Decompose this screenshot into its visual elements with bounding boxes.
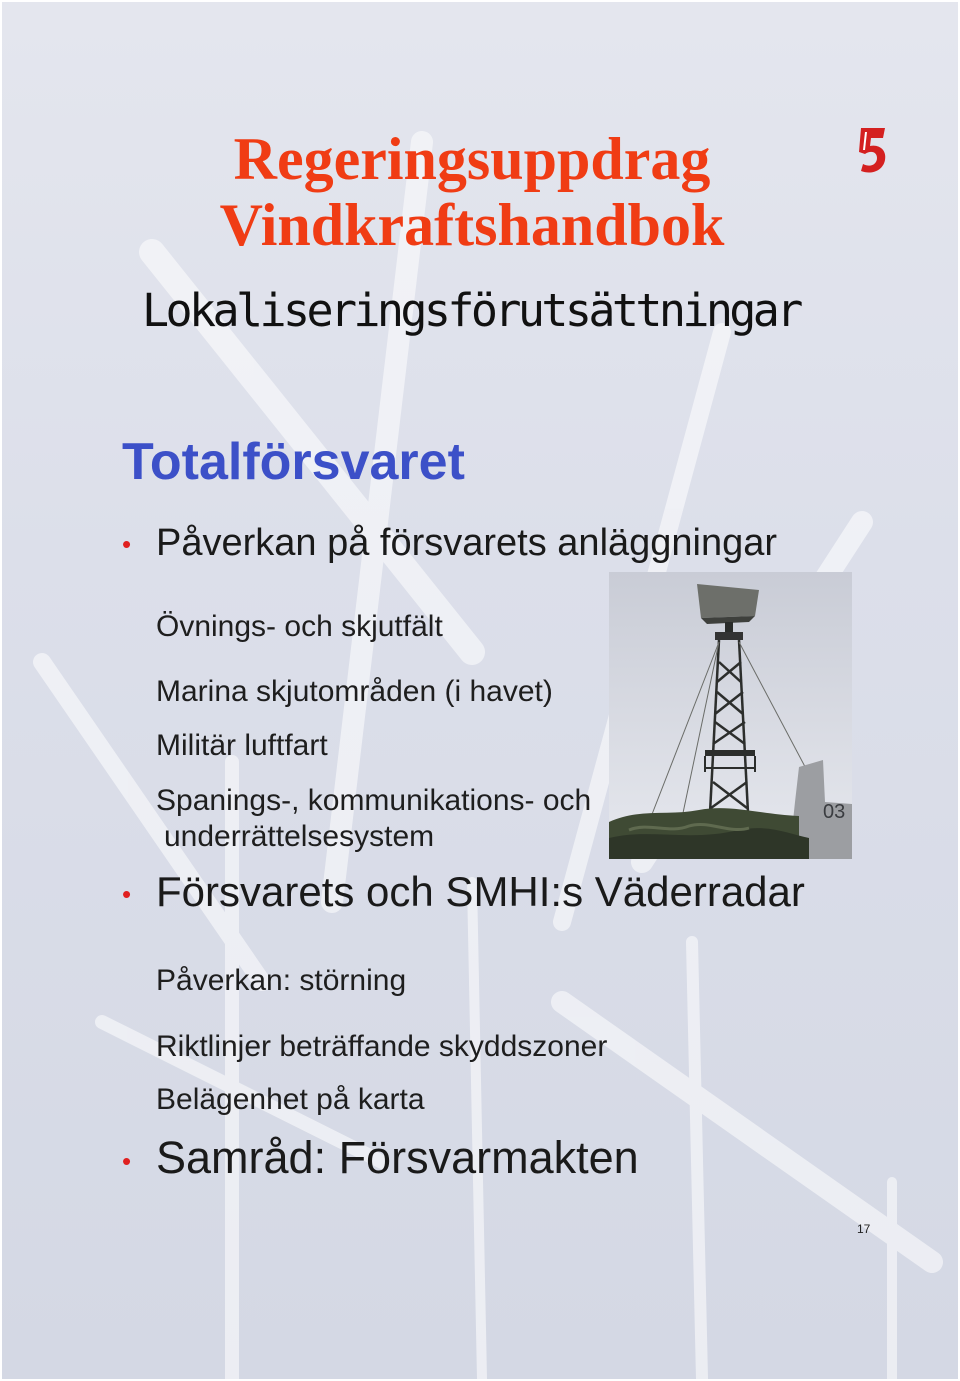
bullet-1-label: Påverkan på försvarets anläggningar xyxy=(156,522,778,564)
bullet-dot-icon: • xyxy=(122,879,132,910)
sub-item: Riktlinjer beträffande skyddszoner xyxy=(156,1030,608,1063)
sub-item: Belägenhet på karta xyxy=(156,1083,425,1116)
slide-subtitle: Lokaliseringsförutsättningar xyxy=(142,284,800,337)
sub-item: Marina skjutområden (i havet) xyxy=(156,675,553,708)
sub-item: underrättelsesystem xyxy=(164,820,435,853)
bullet-dot-icon: • xyxy=(122,529,132,560)
section-heading: Totalförsvaret xyxy=(122,433,465,491)
slide xyxy=(2,2,958,1379)
radar-tower-photo xyxy=(609,572,852,859)
sub-item: Övnings- och skjutfält xyxy=(156,610,443,643)
slide-title-line-1: Regeringsuppdrag xyxy=(233,126,711,192)
sub-item: Spanings-, kommunikations- och xyxy=(156,784,592,817)
sub-item: Påverkan: störning xyxy=(156,964,407,997)
page-number: 17 xyxy=(857,1222,871,1236)
slide-title-line-2: Vindkraftshandbok xyxy=(219,192,725,258)
bullet-2-label: Försvarets och SMHI:s Väderradar xyxy=(156,868,805,915)
bullet-2 xyxy=(122,868,805,916)
bullet-1 xyxy=(122,522,777,565)
bullet-3 xyxy=(122,1132,639,1184)
bullet-dot-icon: • xyxy=(122,1145,132,1176)
sub-item: Militär luftfart xyxy=(156,729,328,762)
aircraft-marking: 03 xyxy=(823,801,846,823)
bullet-3-label: Samråd: Försvarmakten xyxy=(156,1132,639,1183)
